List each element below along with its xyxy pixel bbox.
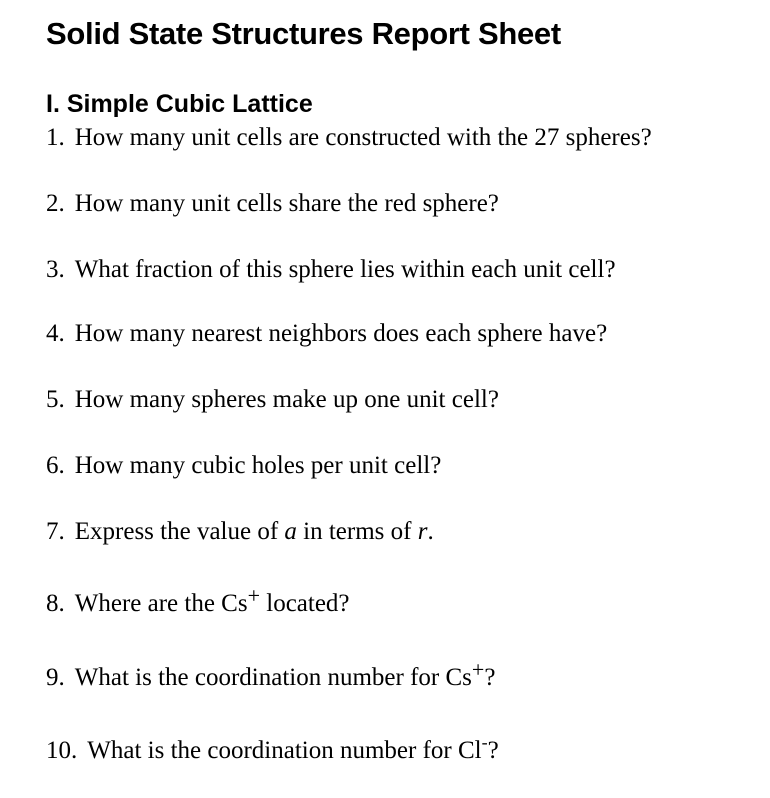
question-text: How many unit cells share the red sphere? (74, 190, 499, 217)
question-6 (46, 451, 441, 481)
question-number: 1. (46, 124, 65, 151)
question-text-part: ? (487, 737, 499, 764)
question-number: 5. (46, 386, 65, 413)
question-8 (46, 583, 350, 619)
question-text-part: Express the value of (74, 518, 285, 545)
question-1 (46, 123, 652, 153)
question-text: How many spheres make up one unit cell? (74, 386, 499, 413)
question-text-part: in terms of (296, 518, 418, 545)
question-text-part: located? (260, 590, 350, 617)
section-heading: I. Simple Cubic Lattice (46, 90, 313, 118)
question-text: How many nearest neighbors does each sphere have? (74, 320, 608, 347)
report-title: Solid State Structures Report Sheet (46, 16, 561, 51)
question-text-part: ? (484, 664, 496, 691)
question-number: 9. (46, 664, 65, 691)
variable-a: a (284, 518, 297, 545)
question-9 (46, 657, 496, 693)
question-4 (46, 319, 607, 349)
question-text: How many cubic holes per unit cell? (74, 452, 442, 479)
question-number: 7. (46, 518, 65, 545)
question-number: 6. (46, 452, 65, 479)
question-7 (46, 517, 434, 547)
question-number: 10. (46, 737, 78, 764)
question-number: 3. (46, 256, 65, 283)
variable-r: r (417, 518, 428, 545)
question-number: 2. (46, 190, 65, 217)
question-text-part: . (427, 518, 434, 545)
question-text: How many unit cells are constructed with the 27 spheres? (74, 124, 652, 151)
question-text-part: What is the coordination number for Cl (87, 737, 482, 764)
question-number: 4. (46, 320, 65, 347)
question-number: 8. (46, 590, 65, 617)
question-3 (46, 255, 616, 285)
question-5 (46, 385, 499, 415)
question-text-part: Where are the Cs (74, 590, 248, 617)
question-2 (46, 189, 499, 219)
charge-superscript: - (481, 732, 488, 752)
question-text: What fraction of this sphere lies within each unit cell? (74, 256, 616, 283)
charge-superscript: + (247, 583, 260, 608)
question-text-part: What is the coordination number for Cs (74, 664, 472, 691)
question-10 (46, 732, 499, 766)
charge-superscript: + (471, 657, 485, 682)
